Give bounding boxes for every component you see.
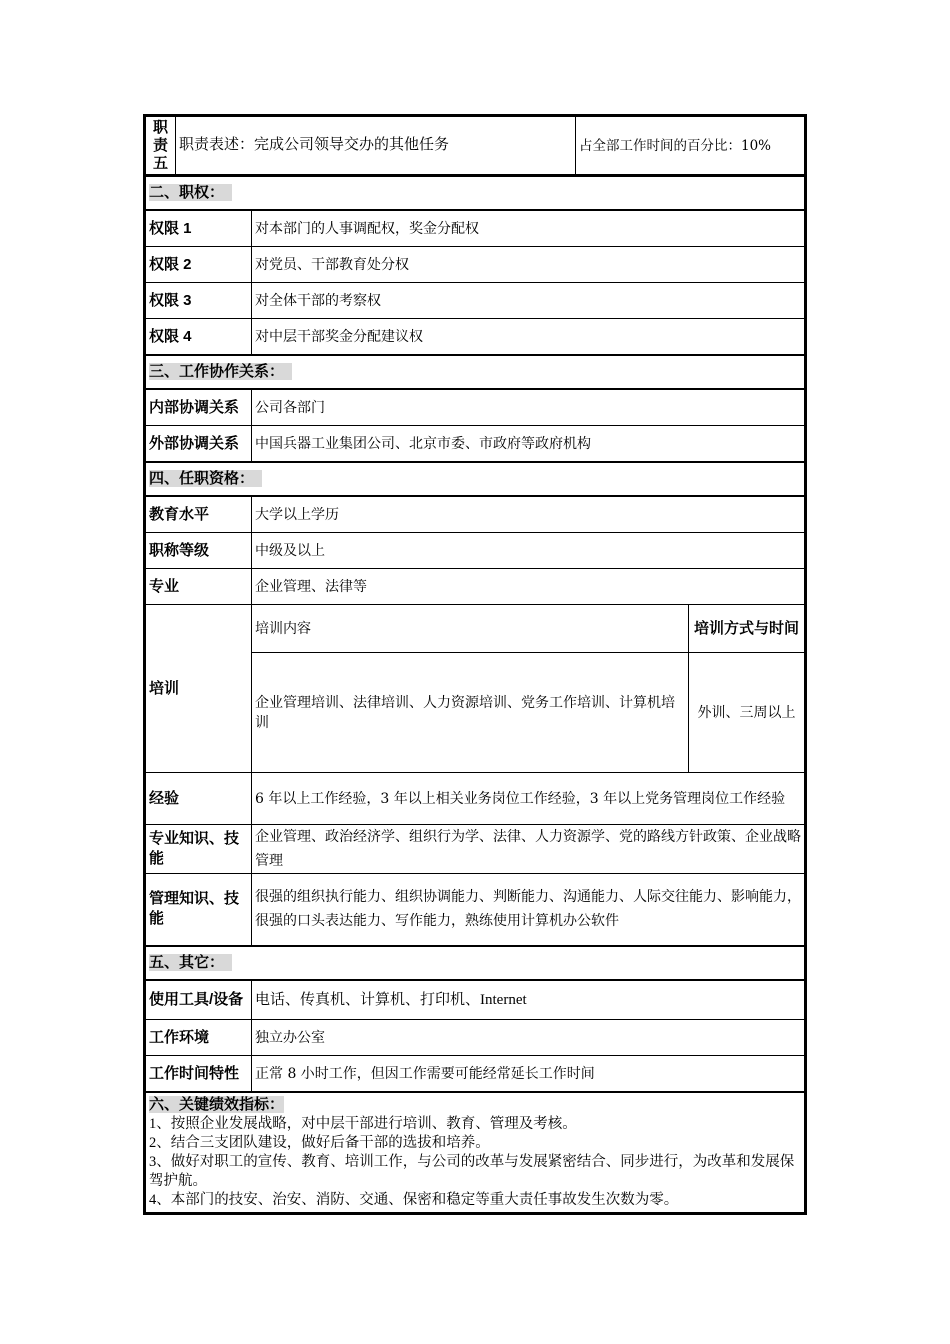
- professional-skills-label: 专业知识、技能: [146, 825, 252, 874]
- kpi-item-3: 3、做好对职工的宣传、教育、培训工作，与公司的改革与发展紧密结合、同步进行，为改革和发展保驾护航。: [149, 1154, 795, 1189]
- training-content-header: 培训内容: [252, 605, 689, 653]
- duty5-label: 职 责 五: [146, 117, 176, 175]
- relations-section-title: 三、工作协作关系：: [146, 355, 805, 389]
- qualifications-section-title: 四、任职资格：: [146, 462, 805, 496]
- major-value: 企业管理、法律等: [252, 569, 805, 605]
- training-method: 外训、三周以上: [689, 653, 805, 773]
- training-method-header: 培训方式与时间: [689, 605, 805, 653]
- title-level-label: 职称等级: [146, 533, 252, 569]
- environment-label: 工作环境: [146, 1020, 252, 1056]
- experience-label: 经验: [146, 773, 252, 825]
- title-level-value: 中级及以上: [252, 533, 805, 569]
- education-value: 大学以上学历: [252, 496, 805, 533]
- internal-relations-label: 内部协调关系: [146, 389, 252, 426]
- kpi-section: [146, 1092, 805, 1213]
- tools-label: 使用工具/设备: [146, 980, 252, 1020]
- authority-1-label: 权限 1: [146, 210, 252, 247]
- authority-2-value: 对党员、干部教育处分权: [252, 247, 805, 283]
- kpi-item-1: 1、按照企业发展战略，对中层干部进行培训、教育、管理及考核。: [149, 1116, 577, 1132]
- education-label: 教育水平: [146, 496, 252, 533]
- kpi-item-2: 2、结合三支团队建设，做好后备干部的选拔和培养。: [149, 1135, 490, 1151]
- experience-value: 6 年以上工作经验，3 年以上相关业务岗位工作经验，3 年以上党务管理岗位工作经验: [252, 773, 805, 825]
- management-skills-value: 很强的组织执行能力、组织协调能力、判断能力、沟通能力、人际交往能力、影响能力，很强的口头表达能力、写作能力，熟练使用计算机办公软件: [252, 874, 805, 946]
- authority-section-title: 二、职权：: [146, 176, 805, 210]
- professional-skills-value: 企业管理、政治经济学、组织行为学、法律、人力资源学、党的路线方针政策、企业战略管理: [252, 825, 805, 874]
- duty5-description: 职责表述：完成公司领导交办的其他任务: [176, 117, 576, 175]
- tools-value: 电话、传真机、计算机、打印机、Internet: [252, 980, 805, 1020]
- work-time-value: 正常 8 小时工作，但因工作需要可能经常延长工作时间: [252, 1056, 805, 1093]
- main-table: [145, 175, 805, 1213]
- internal-relations-value: 公司各部门: [252, 389, 805, 426]
- job-description-document: [143, 114, 807, 1215]
- authority-3-label: 权限 3: [146, 283, 252, 319]
- authority-2-label: 权限 2: [146, 247, 252, 283]
- training-content: 企业管理培训、法律培训、人力资源培训、党务工作培训、计算机培训: [252, 653, 689, 773]
- management-skills-label: 管理知识、技能: [146, 874, 252, 946]
- work-time-label: 工作时间特性: [146, 1056, 252, 1093]
- authority-1-value: 对本部门的人事调配权，奖金分配权: [252, 210, 805, 247]
- environment-value: 独立办公室: [252, 1020, 805, 1056]
- training-label: 培训: [146, 605, 252, 773]
- kpi-item-4: 4、本部门的技安、治安、消防、交通、保密和稳定等重大责任事故发生次数为零。: [149, 1192, 679, 1208]
- duty5-time-share: 占全部工作时间的百分比：10%: [576, 117, 805, 175]
- authority-4-value: 对中层干部奖金分配建议权: [252, 319, 805, 356]
- other-section-title: 五、其它：: [146, 946, 805, 980]
- external-relations-label: 外部协调关系: [146, 426, 252, 463]
- major-label: 专业: [146, 569, 252, 605]
- authority-3-value: 对全体干部的考察权: [252, 283, 805, 319]
- kpi-section-title: 六、关键绩效指标：: [149, 1096, 285, 1113]
- duty5-table: [145, 116, 805, 175]
- authority-4-label: 权限 4: [146, 319, 252, 356]
- external-relations-value: 中国兵器工业集团公司、北京市委、市政府等政府机构: [252, 426, 805, 463]
